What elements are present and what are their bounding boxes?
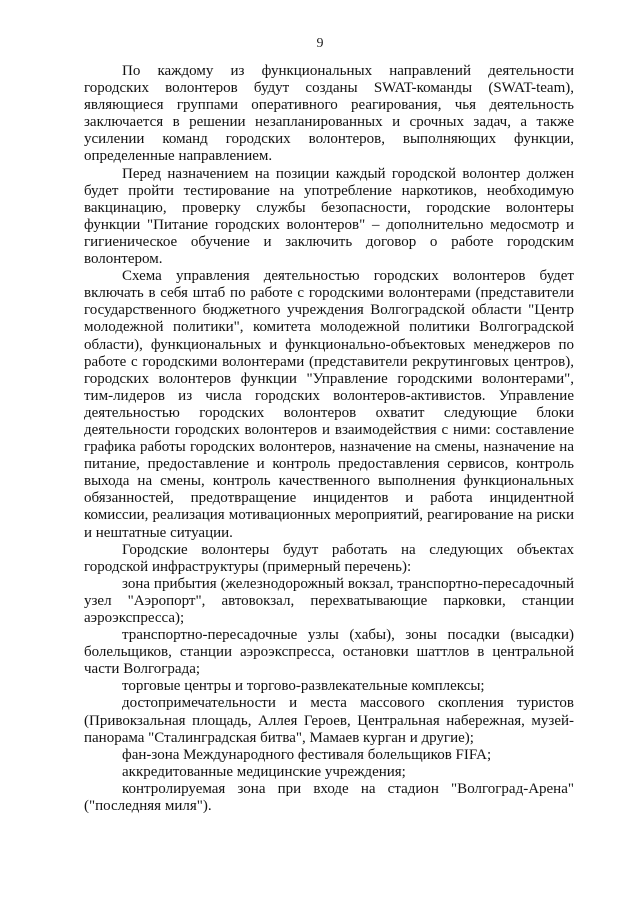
document-body [84, 63, 574, 815]
list-item-shopping-centers: торговые центры и торгово-развлекательные комплексы; [122, 678, 485, 695]
paragraph-assignment-requirements: Перед назначением на позиции каждый городской волонтер должен будет пройти тестирование на употребление наркотиков, необходимую вакцинацию, проверку службы безопасности, городские волонтеры функции "Питание городских волонтеров" – дополнительно медосмотр и гигиеническое обучение и заключить договор о работе городским волонтером. [84, 165, 574, 268]
list-item-medical-institutions: аккредитованные медицинские учреждения; [122, 763, 406, 780]
list-item-transport-hubs: транспортно-пересадочные узлы (хабы), зоны посадки (высадки) болельщиков, станции аэроэкспресса, остановки шаттлов в центральной части Волгограда; [84, 627, 574, 678]
paragraph-objects-intro: Городские волонтеры будут работать на следующих объектах городской инфраструктуры (примерный перечень): [84, 541, 574, 575]
list-item-landmarks: достопримечательности и места массового скопления туристов (Привокзальная площадь, Аллея Героев, Центральная набережная, музей-панорама "Сталинградская битва", Мамаев курган и другие); [84, 695, 574, 746]
page-number: 9 [316, 36, 324, 51]
paragraph-swat-teams: По каждому из функциональных направлений деятельности городских волонтеров будут созданы SWAT-команды (SWAT-team), являющиеся группами оперативного реагирования, чья деятельность заключается в решении незапланированных и срочных задач, а также усилении команд городских волонтеров, выполняющих функции, определенные направлением. [84, 63, 574, 165]
list-item-fan-zone: фан-зона Международного фестиваля болельщиков FIFA; [122, 746, 492, 763]
paragraph-management-scheme: Схема управления деятельностью городских волонтеров будет включать в себя штаб по работе с городскими волонтерами (представители государственного бюджетного учреждения Волгоградской области "Центр молодежной политики", комитета молодежной политики Волгоградской области), функциональных и функционально-объектовых менеджеров по работе с городскими волонтерами (представители рекрутинговых центров), городских волонтеров функции "Управление городскими волонтерами", тим-лидеров из числа городских волонтеров-активистов. Управление деятельностью городских волонтеров охватит следующие блоки деятельности городских волонтеров и взаимодействия с ними: составление графика работы городских волонтеров, назначение на смены, назначение на питание, предоставление и контроль предоставления сервисов, контроль выхода на смены, контроль качественного выполнения функциональных обязанностей, предотвращение инцидентов и работа инцидентной комиссии, реализация мотивационных мероприятий, реагирование на риски и нештатные ситуации. [84, 268, 574, 541]
list-item-stadium-zone: контролируемая зона при входе на стадион "Волгоград-Арена" ("последняя миля"). [84, 780, 574, 815]
list-item-arrival-zone: зона прибытия (железнодорожный вокзал, транспортно-пересадочный узел "Аэропорт", автовокзал, перехватывающие парковки, станции аэроэкспресса); [84, 575, 574, 626]
